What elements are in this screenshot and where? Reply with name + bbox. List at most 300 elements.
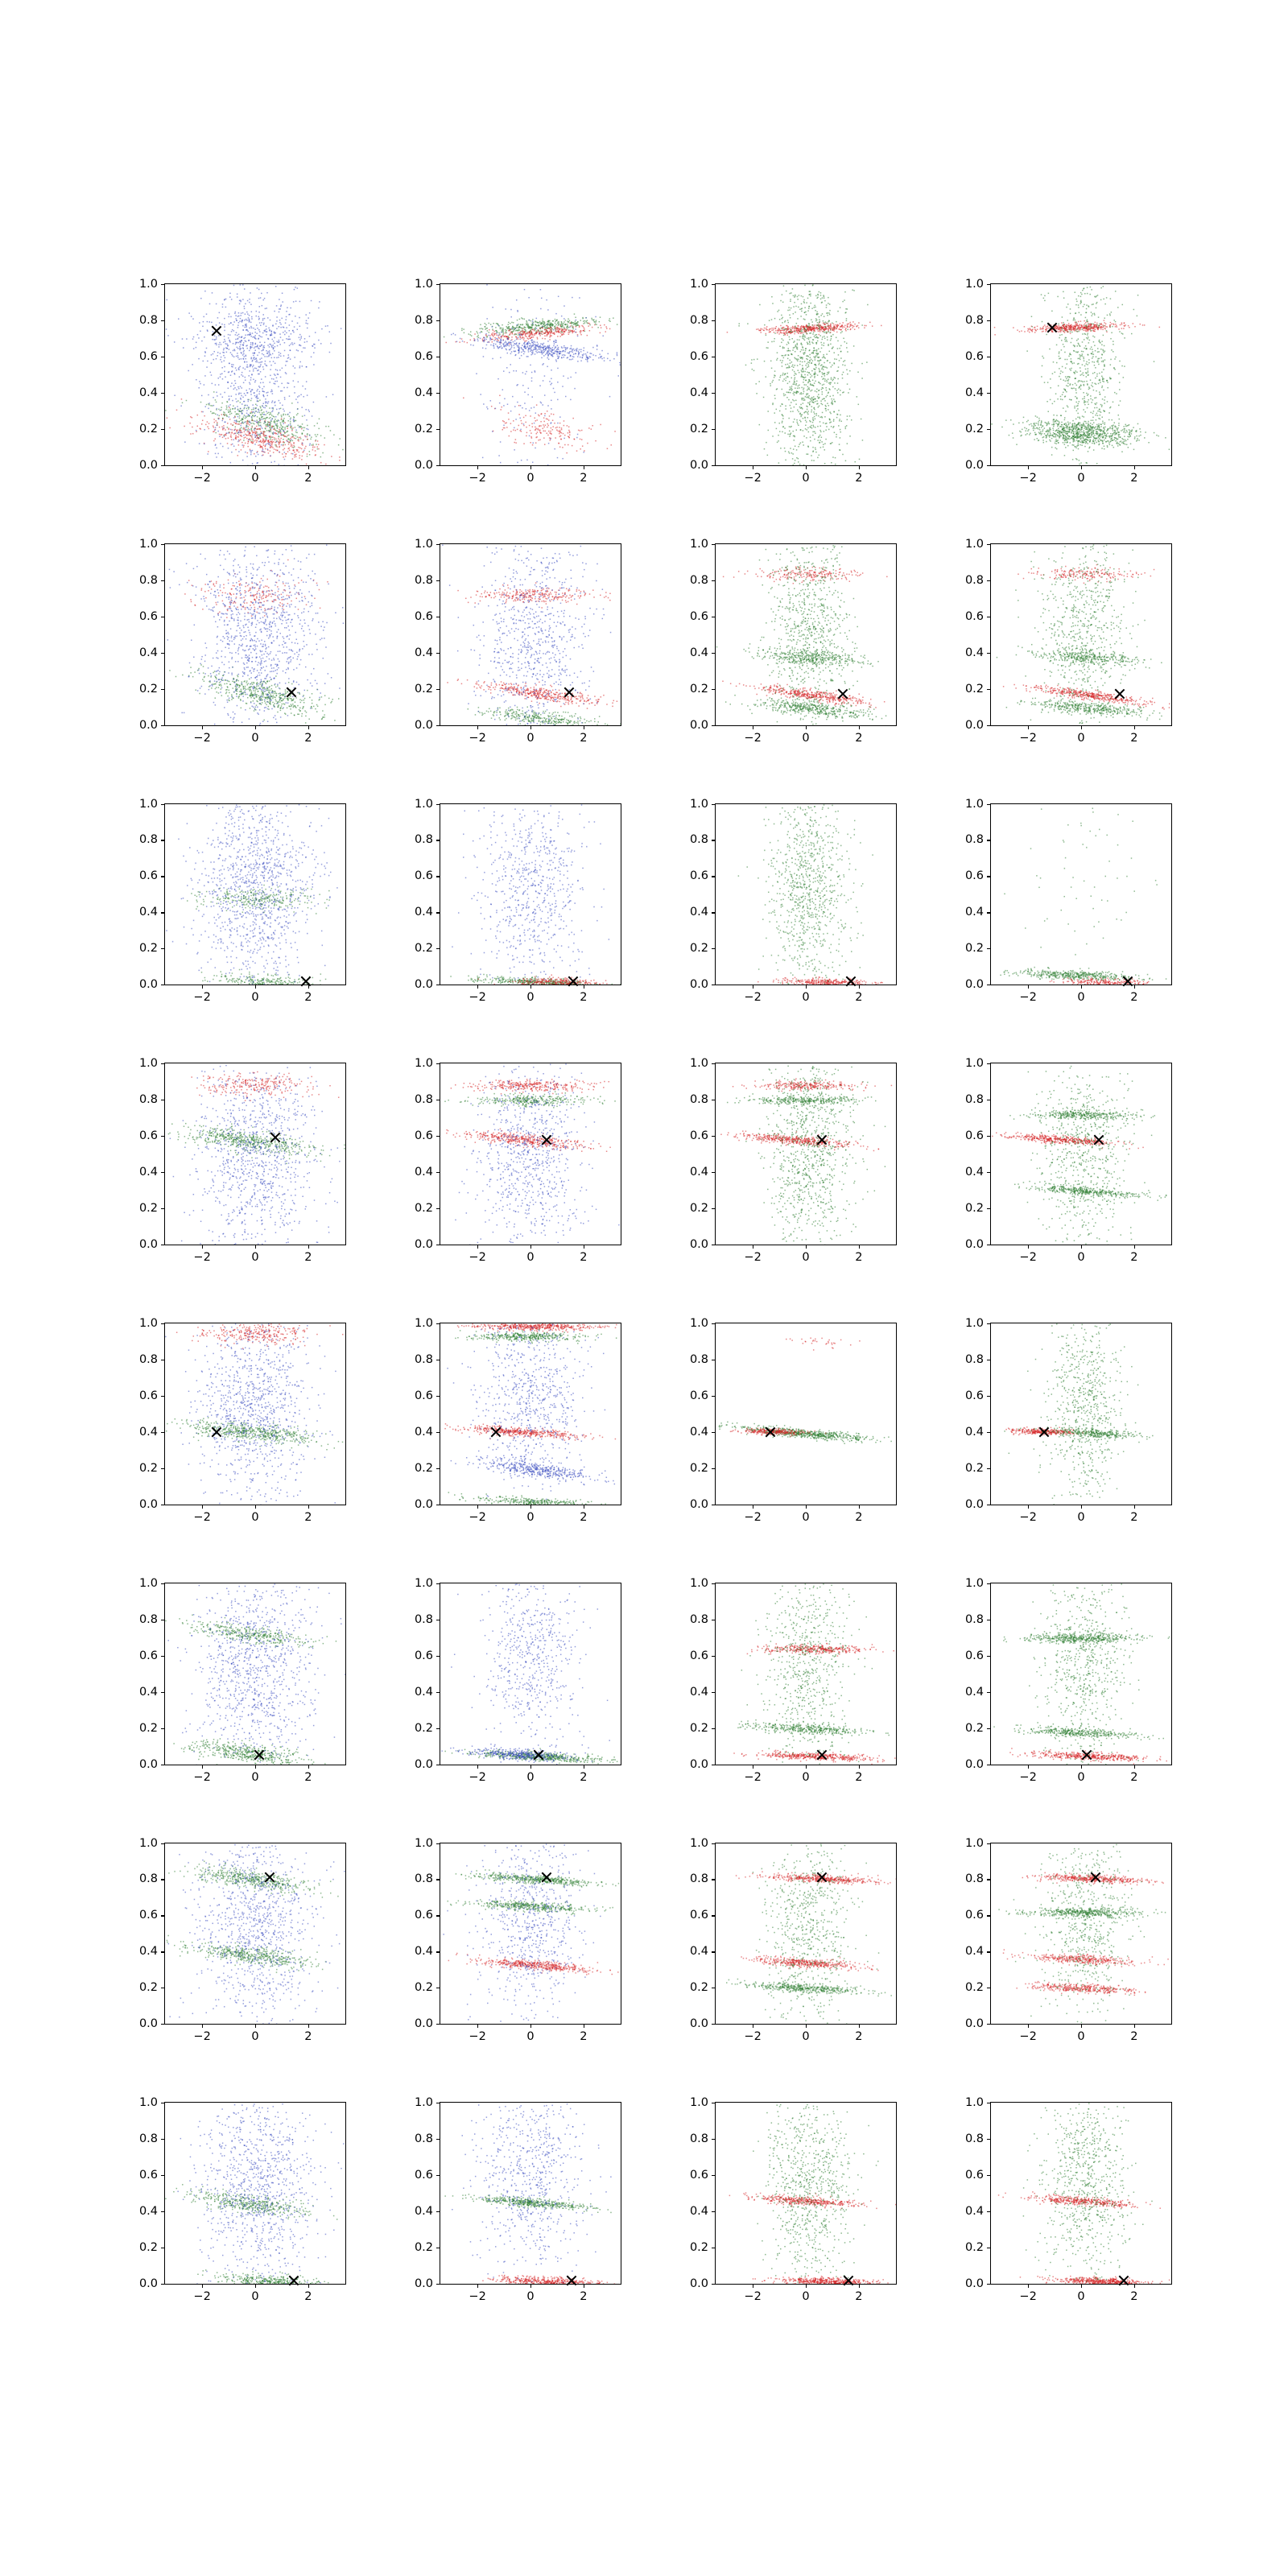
y-tick-label: 0.8 [138, 1093, 158, 1107]
x-tick [202, 985, 203, 989]
y-tick [161, 804, 165, 805]
y-tick [712, 653, 716, 654]
x-tick [1081, 985, 1082, 989]
subplot-cell [947, 2096, 1175, 2318]
y-tick-label: 0.8 [414, 573, 433, 587]
x-tick-label: 0 [1077, 1510, 1085, 1524]
y-tick-label: 0.8 [689, 1093, 708, 1107]
y-tick-label: 0.2 [414, 682, 433, 696]
y-tick-label: 0.4 [964, 1685, 984, 1699]
y-tick-label: 0.6 [689, 1389, 708, 1402]
y-tick [436, 1692, 440, 1693]
scatter-points [165, 1583, 345, 1765]
scatter-axes[interactable] [689, 1576, 897, 1784]
y-tick-label: 0.2 [689, 1461, 708, 1475]
scatter-axes[interactable] [138, 1576, 346, 1784]
x-tick [806, 1505, 807, 1509]
x-tick-label: 2 [1130, 471, 1138, 485]
scatter-axes[interactable] [414, 1057, 621, 1264]
y-tick [712, 1136, 716, 1137]
scatter-points [991, 2103, 1171, 2284]
y-tick-label: 0.6 [964, 609, 984, 623]
x-tick-label: 2 [304, 1251, 312, 1264]
x-tick-label: 2 [304, 991, 312, 1005]
y-tick-label: 0.0 [689, 1497, 708, 1511]
y-tick-label: 0.6 [964, 1909, 984, 1922]
x-tick-label: 2 [304, 731, 312, 745]
scatter-points [716, 544, 896, 725]
subplot-cell [947, 1317, 1175, 1539]
x-tick-label: 0 [251, 2030, 259, 2044]
subplot-cell [396, 1057, 625, 1279]
y-tick [987, 2139, 991, 2140]
scatter-axes[interactable] [414, 278, 621, 485]
scatter-axes[interactable] [138, 1057, 346, 1264]
y-tick-label: 0.4 [964, 386, 984, 399]
scatter-axes[interactable] [689, 1836, 897, 2044]
x-tick [477, 985, 478, 989]
y-tick-label: 0.6 [689, 1129, 708, 1143]
y-tick [161, 465, 165, 466]
y-tick-label: 1.0 [414, 1576, 433, 1590]
y-tick [712, 1843, 716, 1844]
y-tick [161, 1432, 165, 1433]
y-tick-label: 0.2 [964, 682, 984, 696]
y-tick-label: 0.0 [964, 1757, 984, 1771]
x-tick-label: 0 [526, 471, 535, 485]
y-tick-label: 0.4 [138, 646, 158, 659]
scatter-axes[interactable] [964, 278, 1172, 485]
scatter-points [991, 544, 1171, 725]
subplot-cell [396, 278, 625, 500]
y-tick [712, 1879, 716, 1880]
scatter-points [991, 804, 1171, 985]
x-tick [202, 2024, 203, 2028]
x-tick [308, 985, 309, 989]
x-tick-label: −2 [744, 2290, 762, 2303]
y-tick-label: 0.6 [414, 1909, 433, 1922]
subplot-cell [121, 1317, 349, 1539]
y-tick-label: 0.8 [964, 573, 984, 587]
y-tick [161, 2175, 165, 2176]
x-tick [530, 1765, 531, 1769]
y-tick [987, 1063, 991, 1064]
x-tick-label: −2 [469, 2290, 486, 2303]
scatter-axes[interactable] [964, 1836, 1172, 2044]
x-tick [255, 2284, 256, 2288]
y-tick-label: 0.2 [414, 1461, 433, 1475]
y-tick-label: 0.6 [964, 869, 984, 883]
y-tick [161, 1063, 165, 1064]
x-tick [1081, 1245, 1082, 1249]
scatter-axes[interactable] [414, 1576, 621, 1784]
y-tick-label: 1.0 [964, 1317, 984, 1330]
y-tick [712, 1728, 716, 1729]
x-tick-label: −2 [744, 991, 762, 1005]
y-tick-label: 1.0 [138, 1317, 158, 1330]
y-tick-label: 0.8 [414, 833, 433, 847]
y-tick-label: 0.4 [138, 1425, 158, 1439]
x-tick [1028, 985, 1029, 989]
y-tick-label: 1.0 [689, 1317, 708, 1330]
x-tick-label: −2 [469, 991, 486, 1005]
y-tick-label: 0.0 [138, 2277, 158, 2290]
y-tick [436, 1136, 440, 1137]
y-tick-label: 0.0 [689, 1757, 708, 1771]
y-tick [161, 1692, 165, 1693]
y-tick-label: 0.6 [964, 1649, 984, 1662]
y-tick [161, 2284, 165, 2285]
y-tick [712, 1656, 716, 1657]
x-tick-label: −2 [744, 1510, 762, 1524]
x-tick-label: 0 [802, 1510, 810, 1524]
y-tick-label: 0.0 [138, 2017, 158, 2031]
x-tick [1134, 1765, 1135, 1769]
y-tick [987, 1879, 991, 1880]
y-tick-label: 0.0 [689, 1238, 708, 1251]
y-tick-label: 0.6 [964, 2169, 984, 2182]
y-tick [436, 948, 440, 949]
y-tick-label: 0.8 [414, 1612, 433, 1626]
scatter-points [165, 1063, 345, 1245]
x-tick-label: 0 [526, 1510, 535, 1524]
y-tick-label: 0.4 [414, 1425, 433, 1439]
scatter-axes[interactable] [414, 1836, 621, 2044]
x-tick-label: 0 [251, 2290, 259, 2303]
y-tick [436, 876, 440, 877]
y-tick [436, 1396, 440, 1397]
y-tick-label: 0.0 [138, 458, 158, 472]
x-tick [1081, 2284, 1082, 2288]
scatter-axes[interactable] [689, 537, 897, 745]
y-tick [436, 1208, 440, 1209]
y-tick [161, 2211, 165, 2212]
y-tick [712, 1583, 716, 1584]
scatter-axes[interactable] [964, 1576, 1172, 1784]
x-tick-label: 0 [251, 1770, 259, 1784]
y-tick-label: 0.8 [414, 1352, 433, 1366]
y-tick [161, 1879, 165, 1880]
y-tick [712, 1915, 716, 1916]
x-tick-label: −2 [469, 2030, 486, 2044]
y-tick-label: 0.2 [689, 1981, 708, 1995]
scatter-axes[interactable] [964, 2096, 1172, 2303]
scatter-points [440, 284, 621, 465]
x-tick [1081, 1505, 1082, 1509]
y-tick-label: 0.2 [414, 2241, 433, 2255]
scatter-axes[interactable] [689, 278, 897, 485]
scatter-points [440, 804, 621, 985]
y-tick [987, 876, 991, 877]
x-tick-label: −2 [193, 731, 211, 745]
y-tick [712, 1396, 716, 1397]
y-tick [712, 2284, 716, 2285]
y-tick [987, 1136, 991, 1137]
scatter-points [440, 544, 621, 725]
y-tick-label: 0.8 [414, 2132, 433, 2146]
x-tick [806, 725, 807, 729]
x-tick-label: 2 [855, 731, 863, 745]
y-tick-label: 0.6 [964, 349, 984, 363]
x-tick-label: 2 [304, 471, 312, 485]
y-tick [161, 1583, 165, 1584]
y-tick-label: 0.2 [689, 422, 708, 436]
y-tick [987, 1208, 991, 1209]
x-tick-label: −2 [1019, 471, 1037, 485]
x-tick-label: −2 [193, 991, 211, 1005]
x-tick-label: −2 [1019, 1510, 1037, 1524]
y-tick [987, 1915, 991, 1916]
subplot-cell [947, 1576, 1175, 1799]
y-tick-label: 1.0 [414, 278, 433, 291]
scatter-points [440, 1843, 621, 2025]
y-tick [436, 689, 440, 690]
y-tick-label: 0.0 [689, 2017, 708, 2031]
y-tick-label: 0.4 [964, 646, 984, 659]
subplot-cell [671, 278, 900, 500]
y-tick-label: 0.6 [138, 609, 158, 623]
y-tick-label: 0.8 [138, 1612, 158, 1626]
y-tick-label: 0.4 [414, 646, 433, 659]
y-tick [712, 689, 716, 690]
x-tick [1134, 985, 1135, 989]
x-tick-label: −2 [469, 1251, 486, 1264]
scatter-axes[interactable] [138, 537, 346, 745]
y-tick-label: 0.0 [138, 1238, 158, 1251]
scatter-axes[interactable] [138, 1836, 346, 2044]
y-tick [987, 2024, 991, 2025]
y-tick [161, 320, 165, 321]
scatter-points [716, 1583, 896, 1765]
x-tick [530, 2024, 531, 2028]
scatter-axes[interactable] [414, 797, 621, 1005]
x-tick-label: −2 [193, 2030, 211, 2044]
x-tick [1028, 465, 1029, 469]
y-tick [161, 912, 165, 913]
y-tick-label: 0.2 [414, 422, 433, 436]
y-tick [987, 284, 991, 285]
x-tick-label: 0 [1077, 1251, 1085, 1264]
scatter-axes[interactable] [414, 1317, 621, 1524]
x-tick-label: 0 [526, 1770, 535, 1784]
x-tick-label: 2 [1130, 731, 1138, 745]
y-tick [436, 393, 440, 394]
y-tick-label: 0.6 [689, 349, 708, 363]
x-tick [1081, 725, 1082, 729]
y-tick-label: 0.6 [138, 2169, 158, 2182]
y-tick [436, 653, 440, 654]
y-tick-label: 0.2 [964, 2241, 984, 2255]
y-tick [436, 1879, 440, 1880]
y-tick [436, 1728, 440, 1729]
y-tick [436, 429, 440, 430]
y-tick-label: 0.2 [138, 1721, 158, 1735]
y-tick-label: 0.8 [964, 1612, 984, 1626]
x-tick-label: 2 [580, 731, 588, 745]
subplot-grid [121, 278, 1175, 2318]
y-tick [712, 876, 716, 877]
y-tick-label: 0.2 [689, 2241, 708, 2255]
x-tick-label: 0 [802, 731, 810, 745]
y-tick [161, 689, 165, 690]
x-tick [1134, 465, 1135, 469]
y-tick-label: 0.8 [964, 2132, 984, 2146]
x-tick [530, 1505, 531, 1509]
x-tick-label: 2 [580, 991, 588, 1005]
x-tick-label: 2 [1130, 991, 1138, 1005]
x-tick [530, 725, 531, 729]
y-tick-label: 0.0 [414, 1497, 433, 1511]
y-tick [436, 1583, 440, 1584]
subplot-cell [396, 1836, 625, 2059]
y-tick [712, 912, 716, 913]
x-tick-label: 2 [580, 2030, 588, 2044]
x-tick-label: 0 [802, 991, 810, 1005]
subplot-cell [396, 537, 625, 760]
y-tick [987, 465, 991, 466]
x-tick [255, 1505, 256, 1509]
y-tick [712, 725, 716, 726]
x-tick [530, 1245, 531, 1249]
y-tick [987, 320, 991, 321]
x-tick-label: 2 [304, 1770, 312, 1784]
scatter-points [716, 2103, 896, 2284]
y-tick-label: 1.0 [138, 1836, 158, 1850]
y-tick-label: 1.0 [414, 2096, 433, 2110]
y-tick-label: 0.2 [689, 682, 708, 696]
scatter-axes[interactable] [689, 1317, 897, 1524]
scatter-axes[interactable] [689, 797, 897, 1005]
x-tick-label: −2 [1019, 1251, 1037, 1264]
x-tick-label: 0 [1077, 2290, 1085, 2303]
y-tick [161, 876, 165, 877]
x-tick [255, 725, 256, 729]
x-tick-label: 0 [802, 471, 810, 485]
x-tick [530, 465, 531, 469]
y-tick [436, 2024, 440, 2025]
x-tick [308, 2284, 309, 2288]
y-tick-label: 0.0 [964, 718, 984, 732]
subplot-cell [947, 537, 1175, 760]
scatter-axes[interactable] [689, 1057, 897, 1264]
scatter-axes[interactable] [138, 1317, 346, 1524]
y-tick-label: 0.2 [414, 942, 433, 956]
x-tick [1028, 2024, 1029, 2028]
scatter-axes[interactable] [138, 797, 346, 1005]
scatter-axes[interactable] [964, 1317, 1172, 1524]
y-tick-label: 0.4 [964, 1945, 984, 1959]
y-tick-label: 0.6 [689, 609, 708, 623]
x-tick [806, 1245, 807, 1249]
x-tick [1028, 1505, 1029, 1509]
y-tick [436, 912, 440, 913]
y-tick [436, 804, 440, 805]
scatter-points [165, 804, 345, 985]
y-tick-label: 0.0 [138, 1497, 158, 1511]
y-tick-label: 0.4 [138, 1685, 158, 1699]
x-tick [202, 465, 203, 469]
scatter-points [716, 1063, 896, 1245]
y-tick [161, 1656, 165, 1657]
y-tick-label: 0.4 [689, 906, 708, 919]
scatter-points [165, 544, 345, 725]
x-tick-label: −2 [744, 1770, 762, 1784]
y-tick-label: 0.4 [138, 906, 158, 919]
x-tick-label: 0 [526, 731, 535, 745]
y-tick [712, 1468, 716, 1469]
scatter-axes[interactable] [964, 797, 1172, 1005]
y-tick [987, 1692, 991, 1693]
y-tick-label: 0.0 [414, 1757, 433, 1771]
x-tick [1028, 725, 1029, 729]
y-tick-label: 0.8 [138, 1352, 158, 1366]
y-tick [712, 1063, 716, 1064]
x-tick-label: −2 [193, 1251, 211, 1264]
y-tick-label: 0.4 [689, 2205, 708, 2219]
subplot-cell [671, 1576, 900, 1799]
y-tick-label: 1.0 [414, 537, 433, 551]
y-tick [161, 393, 165, 394]
scatter-axes[interactable] [138, 2096, 346, 2303]
x-tick-label: 0 [251, 471, 259, 485]
x-tick [202, 725, 203, 729]
x-tick [530, 2284, 531, 2288]
y-tick [712, 1172, 716, 1173]
scatter-axes[interactable] [414, 537, 621, 745]
scatter-points [991, 1843, 1171, 2025]
y-tick-label: 0.2 [138, 1461, 158, 1475]
y-tick [987, 1656, 991, 1657]
y-tick [712, 2139, 716, 2140]
x-tick [477, 1245, 478, 1249]
y-tick [712, 465, 716, 466]
y-tick [436, 2139, 440, 2140]
x-tick-label: 2 [580, 1251, 588, 1264]
x-tick [477, 1505, 478, 1509]
subplot-cell [671, 1057, 900, 1279]
x-tick-label: 2 [855, 471, 863, 485]
scatter-axes[interactable] [689, 2096, 897, 2303]
y-tick-label: 1.0 [689, 2096, 708, 2110]
x-tick-label: 0 [1077, 1770, 1085, 1784]
y-tick [161, 429, 165, 430]
y-tick-label: 0.2 [138, 1202, 158, 1216]
x-tick [806, 2024, 807, 2028]
x-tick-label: −2 [469, 1770, 486, 1784]
x-tick [806, 465, 807, 469]
y-tick-label: 0.8 [964, 1093, 984, 1107]
y-tick [161, 1396, 165, 1397]
scatter-axes[interactable] [414, 2096, 621, 2303]
y-tick-label: 0.2 [138, 682, 158, 696]
y-tick-label: 0.8 [689, 2132, 708, 2146]
scatter-axes[interactable] [964, 1057, 1172, 1264]
y-tick-label: 0.2 [964, 1461, 984, 1475]
x-tick [859, 2284, 860, 2288]
y-tick-label: 0.6 [414, 2169, 433, 2182]
y-tick-label: 0.4 [964, 1425, 984, 1439]
x-tick [477, 2024, 478, 2028]
y-tick [712, 284, 716, 285]
x-tick [202, 1505, 203, 1509]
scatter-axes[interactable] [964, 537, 1172, 745]
scatter-axes[interactable] [138, 278, 346, 485]
y-tick-label: 1.0 [138, 2096, 158, 2110]
y-tick-label: 1.0 [689, 537, 708, 551]
subplot-cell [396, 1576, 625, 1799]
y-tick-label: 0.4 [414, 2205, 433, 2219]
x-tick-label: 0 [1077, 991, 1085, 1005]
